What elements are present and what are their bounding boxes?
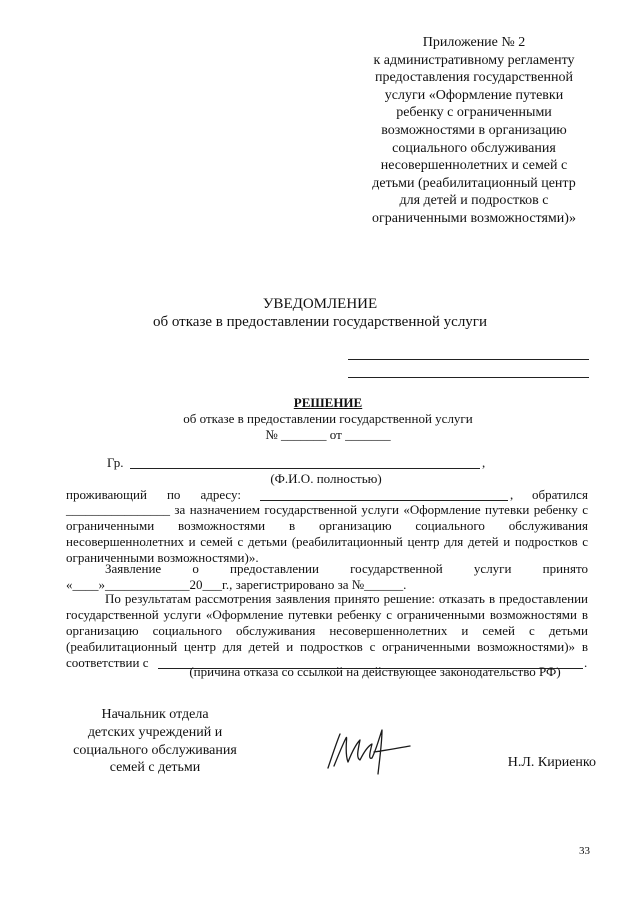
signatory-line: детских учреждений и (87, 724, 223, 740)
citizen-name-field (130, 468, 480, 469)
citizen-line-end: , (482, 455, 486, 470)
body-line: (реабилитационный центр для детей и подростков с ограниченными возможностями)» в (66, 639, 588, 654)
appendix-line: к административному регламенту (373, 52, 575, 68)
appendix-line: социального обслуживания (392, 140, 556, 156)
addressee-line (348, 377, 589, 378)
signatory-line: Начальник отдела (101, 707, 209, 722)
decision-number-line: № _______ от _______ (265, 427, 391, 442)
appendix-line: ребенку с ограниченными (396, 105, 552, 121)
appendix-line: Приложение № 2 (422, 35, 526, 50)
residing-line-end: , (510, 487, 514, 502)
notice-subtitle: об отказе в предоставлении государственной услуги (152, 314, 487, 330)
appendix-header (352, 34, 596, 228)
body-line: государственной услуги «Оформление путевки ребенку с ограниченными возможностями в (66, 607, 588, 622)
body-line: организацию социального обслуживания несовершеннолетних и семей с детьми (66, 623, 588, 638)
appendix-line: услуги «Оформление путевки (384, 87, 564, 103)
citizen-label: Гр. (107, 455, 124, 470)
body-line: ограниченными возможностями)». (66, 550, 259, 565)
reason-caption: (причина отказа со ссылкой на действующее законодательство РФ) (189, 664, 561, 679)
handwritten-signature (318, 722, 414, 778)
residing-word: проживающий (66, 487, 147, 502)
body-line: Заявление о предоставлении государственной услуги принято (105, 561, 588, 576)
body-line: соответствии с (66, 655, 149, 670)
notice-title: УВЕДОМЛЕНИЕ (262, 296, 378, 312)
signatory-name: Н.Л. Кириенко (507, 755, 596, 770)
appendix-line: возможностями в организацию (381, 122, 567, 138)
page-number: 33 (579, 845, 590, 857)
fio-caption: (Ф.И.О. полностью) (270, 471, 382, 486)
applied-word: обратился (532, 487, 588, 502)
address-field (260, 500, 508, 501)
residing-word: по (166, 487, 181, 502)
body-line-end: . (584, 655, 588, 670)
appendix-line: несовершеннолетних и семей с (380, 158, 568, 174)
appendix-line: для детей и подростков с (399, 193, 549, 209)
body-line: ________________ за назначением государственной услуги «Оформление путевки ребенку с (66, 502, 588, 517)
signatory-line: социального обслуживания (73, 742, 237, 758)
body-line: По результатам рассмотрения заявления принято решение: отказать в предоставлении (105, 591, 588, 606)
addressee-line (348, 359, 589, 360)
appendix-line: детьми (реабилитационный центр (372, 175, 576, 191)
signatory-position (60, 706, 250, 777)
appendix-line: предоставления государственной (374, 70, 574, 86)
residing-label (66, 487, 241, 503)
body-line: несовершеннолетних и семей с детьми (реабилитационный центр для детей и подростков с (66, 534, 588, 549)
body-line: «____»_____________20___г., зарегистрировано за №______. (66, 577, 407, 592)
decision-subtitle: об отказе в предоставлении государственной услуги (183, 411, 473, 426)
signatory-line: семей с детьми (109, 760, 201, 776)
body-line: ограниченными возможностями в организацию социального обслуживания (66, 518, 588, 533)
decision-title: РЕШЕНИЕ (293, 395, 363, 410)
residing-word: адресу: (200, 487, 241, 502)
appendix-line: ограниченными возможностями)» (372, 210, 576, 226)
